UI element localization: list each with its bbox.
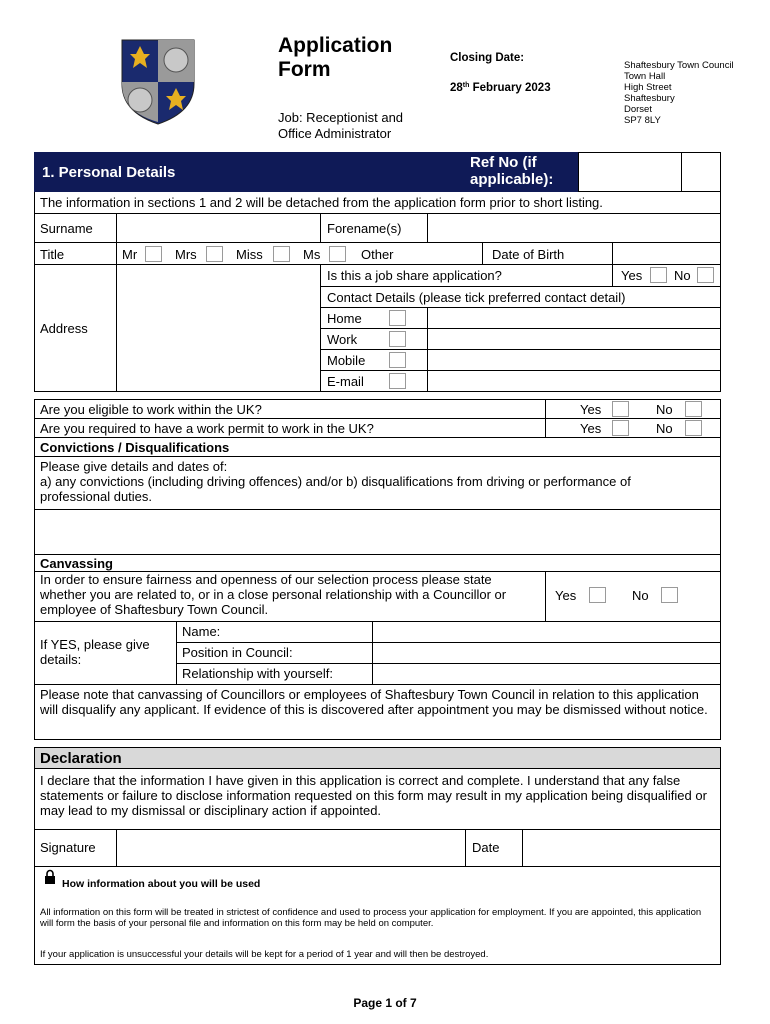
canvass-relationship-input[interactable] xyxy=(373,664,720,684)
title-ms-checkbox[interactable] xyxy=(329,246,346,262)
address-input[interactable] xyxy=(117,266,319,391)
lock-icon xyxy=(44,869,56,885)
canvassing-yes-checkbox[interactable] xyxy=(589,587,606,603)
canvassing-heading: Canvassing xyxy=(40,556,113,571)
convictions-text: Please give details and dates of: a) any convictions (including driving offences) and/or b) disqualifications from driving or performance of professional duties. xyxy=(40,459,631,504)
work-permit-yes-checkbox[interactable] xyxy=(612,420,629,436)
job-share-yes-checkbox[interactable] xyxy=(650,267,667,283)
privacy-heading: How information about you will be used xyxy=(62,878,261,890)
contact-home-checkbox[interactable] xyxy=(389,310,406,326)
privacy-text-1: All information on this form will be treated in strictest of confidence and used to process your application for employment. If you are appointed, this application will form the basis of your personal file and information on this form may be held on computer. xyxy=(40,907,702,929)
forenames-label: Forename(s) xyxy=(327,221,402,236)
dob-label: Date of Birth xyxy=(492,247,565,262)
canvass-position-input[interactable] xyxy=(373,643,720,663)
privacy-text-2: If your application is unsuccessful your details will be kept for a period of 1 year and will then be destroyed. xyxy=(40,949,489,960)
convictions-heading: Convictions / Disqualifications xyxy=(40,440,230,455)
canvass-name-input[interactable] xyxy=(373,622,720,642)
contact-work-input[interactable] xyxy=(428,329,720,349)
work-permit-no-checkbox[interactable] xyxy=(685,420,702,436)
contact-mobile-checkbox[interactable] xyxy=(389,352,406,368)
contact-work-checkbox[interactable] xyxy=(389,331,406,347)
contact-home-input[interactable] xyxy=(428,308,720,328)
ref-no-field[interactable] xyxy=(578,152,682,192)
notice-row: The information in sections 1 and 2 will be detached from the application form prior to short listing. xyxy=(34,192,721,214)
title-mr-checkbox[interactable] xyxy=(145,246,162,262)
address-label: Address xyxy=(40,321,88,336)
date-label: Date xyxy=(472,840,500,855)
if-yes-label: If YES, please give details: xyxy=(40,637,150,667)
work-permit-question: Are you required to have a work permit to work in the UK? xyxy=(40,421,374,436)
date-input[interactable] xyxy=(523,830,720,866)
forenames-input[interactable] xyxy=(428,215,720,242)
job-share-question: Is this a job share application? xyxy=(327,268,502,283)
canvassing-no-checkbox[interactable] xyxy=(661,587,678,603)
council-crest-logo xyxy=(118,36,198,126)
surname-input[interactable] xyxy=(117,215,319,242)
closing-date-value: 28th February 2023 xyxy=(450,82,551,94)
declaration-text: I declare that the information I have given in this application is correct and complete. I understand that any false statements or failure to disclose information requested on this form may result in my application being disqualified or may lead to my dismissal or disciplinary action if appointed. xyxy=(40,773,707,818)
work-uk-no-checkbox[interactable] xyxy=(685,401,702,417)
canvassing-note: Please note that canvassing of Councillors or employees of Shaftesbury Town Council in relation to this application will disqualify any applicant. If evidence of this is discovered after appointment you may be dismissed without notice. xyxy=(40,687,708,717)
signature-label: Signature xyxy=(40,840,96,855)
page-number: Page 1 of 7 xyxy=(353,996,417,1010)
convictions-input[interactable] xyxy=(35,510,720,554)
job-share-no-checkbox[interactable] xyxy=(697,267,714,283)
surname-label: Surname xyxy=(40,221,93,236)
personal-details-header: 1. Personal Details Ref No (if applicable): xyxy=(34,152,578,192)
title-label: Title xyxy=(40,247,65,262)
closing-date-label: Closing Date: xyxy=(450,52,525,64)
ref-no-field-end[interactable] xyxy=(682,152,721,192)
work-uk-question: Are you eligible to work within the UK? xyxy=(40,402,262,417)
job-title: Job: Receptionist and Office Administrator xyxy=(278,110,404,141)
work-uk-yes-checkbox[interactable] xyxy=(612,401,629,417)
title-mrs-checkbox[interactable] xyxy=(206,246,223,262)
title-miss-checkbox[interactable] xyxy=(273,246,290,262)
contact-details-label: Contact Details (please tick preferred contact detail) xyxy=(327,290,626,305)
ref-no-label: Ref No (if applicable): xyxy=(470,154,554,188)
contact-email-checkbox[interactable] xyxy=(389,373,406,389)
canvassing-question: In order to ensure fairness and openness of our selection process please state whether you are related to, or in a close personal relationship with a Councillor or employee of Shaftesbury Town Council. xyxy=(40,572,507,617)
signature-input[interactable] xyxy=(117,830,464,866)
council-address: Shaftesbury Town Council Town Hall High Street Shaftesbury Dorset SP7 8LY xyxy=(624,60,734,126)
declaration-header: Declaration xyxy=(35,748,720,768)
dob-input[interactable] xyxy=(613,244,720,264)
contact-mobile-input[interactable] xyxy=(428,350,720,370)
form-title: Application Form xyxy=(278,34,393,81)
contact-email-input[interactable] xyxy=(428,371,720,391)
